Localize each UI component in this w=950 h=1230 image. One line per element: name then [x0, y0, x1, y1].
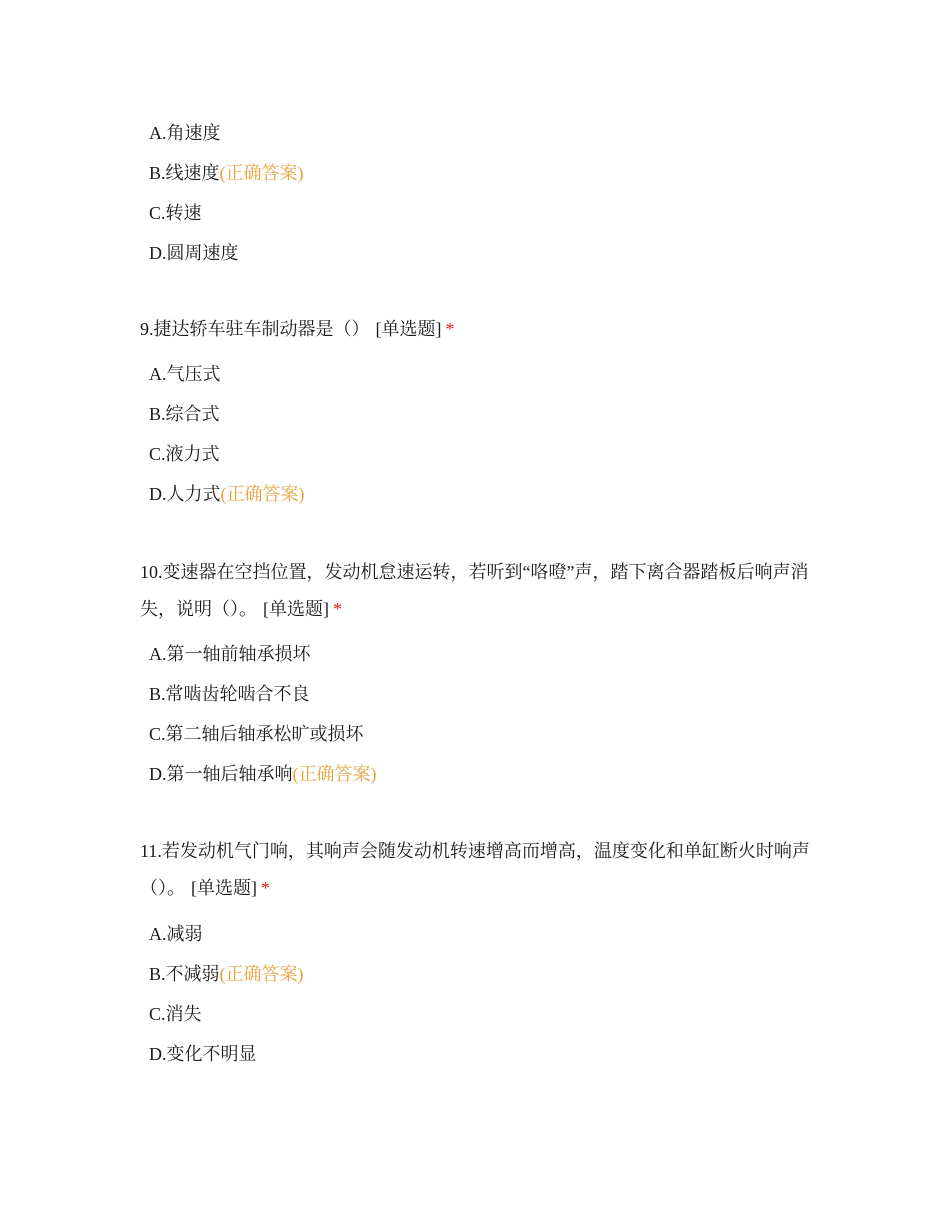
q9-option-b	[149, 402, 220, 426]
correct-answer-label: (正确答案)	[220, 484, 305, 504]
question-type: [单选题]	[263, 599, 329, 619]
option-text: C.第二轴后轴承松旷或损坏	[149, 724, 364, 744]
option-text: D.圆周速度	[149, 243, 239, 263]
q10-option-a	[149, 642, 311, 666]
q8-option-d	[149, 241, 239, 265]
q8-option-c	[149, 201, 202, 225]
question-9	[140, 311, 820, 348]
question-type: [单选题]	[375, 319, 442, 339]
option-text: C.转速	[149, 203, 202, 223]
question-11	[140, 833, 820, 907]
option-text: B.综合式	[149, 404, 220, 424]
question-type: [单选题]	[191, 878, 257, 898]
question-text: 9.捷达轿车驻车制动器是（）	[140, 319, 370, 339]
q10-option-c	[149, 722, 364, 746]
correct-answer-label: (正确答案)	[219, 163, 304, 183]
q10-option-d	[149, 762, 377, 786]
q11-option-a	[149, 922, 203, 946]
q9-option-d	[149, 482, 305, 506]
option-text: A.气压式	[149, 364, 221, 384]
correct-answer-label: (正确答案)	[292, 764, 377, 784]
option-text: D.变化不明显	[149, 1044, 257, 1064]
q8-option-b	[149, 161, 304, 185]
option-text: A.第一轴前轴承损坏	[149, 644, 311, 664]
option-text: C.消失	[149, 1004, 202, 1024]
option-text: B.不减弱	[149, 964, 220, 984]
option-text: D.人力式	[149, 484, 221, 504]
question-text: 10.变速器在空挡位置，发动机怠速运转，若听到“咯噔”声，踏下离合器踏板后响声消失，说明（）。	[140, 562, 809, 619]
option-text: A.减弱	[149, 924, 203, 944]
correct-answer-label: (正确答案)	[219, 964, 304, 984]
option-text: B.常啮齿轮啮合不良	[149, 684, 310, 704]
q8-option-a	[149, 121, 221, 145]
required-mark: *	[445, 319, 455, 339]
required-mark: *	[333, 599, 342, 619]
question-10	[140, 554, 820, 628]
q9-option-c	[149, 442, 220, 466]
q11-option-d	[149, 1042, 257, 1066]
q11-option-c	[149, 1002, 202, 1026]
option-text: D.第一轴后轴承响	[149, 764, 293, 784]
q9-option-a	[149, 362, 221, 386]
required-mark: *	[261, 878, 270, 898]
question-text: 11.若发动机气门响，其响声会随发动机转速增高而增高，温度变化和单缸断火时响声（）。	[140, 841, 810, 898]
q11-option-b	[149, 962, 304, 986]
option-text: C.液力式	[149, 444, 220, 464]
q10-option-b	[149, 682, 310, 706]
option-text: B.线速度	[149, 163, 220, 183]
option-text: A.角速度	[149, 123, 221, 143]
